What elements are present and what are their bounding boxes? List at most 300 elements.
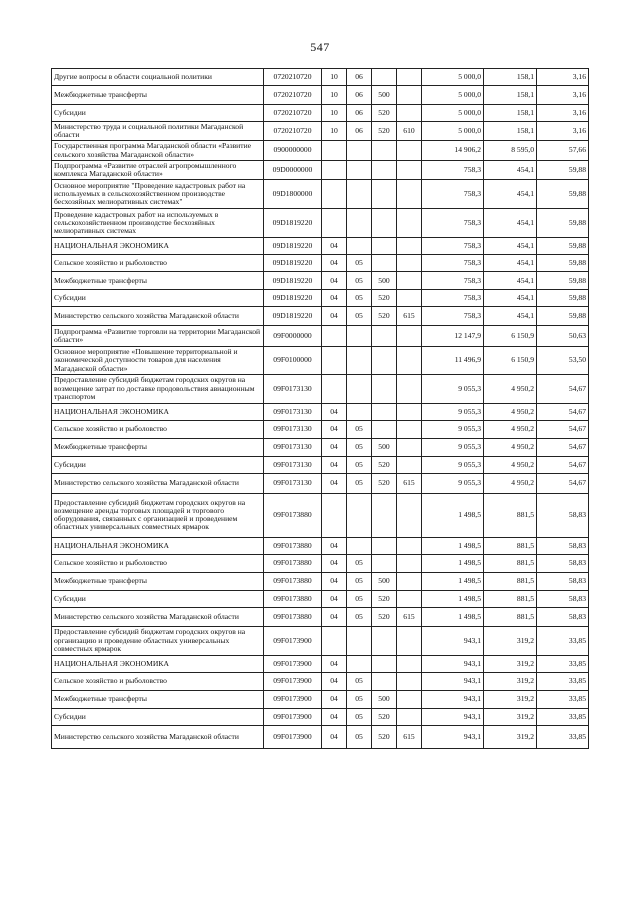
section-cell: 04 bbox=[322, 456, 347, 473]
row-name-cell: Межбюджетные трансферты bbox=[52, 86, 264, 105]
target-article-cell: 09D0000000 bbox=[264, 160, 322, 179]
administrator-cell bbox=[397, 590, 422, 607]
section-cell bbox=[322, 626, 347, 655]
execution-percent-cell: 33,85 bbox=[537, 708, 589, 725]
table-row bbox=[52, 272, 589, 290]
subsection-cell bbox=[347, 403, 372, 420]
subsection-cell: 05 bbox=[347, 572, 372, 590]
execution-percent-cell: 58,83 bbox=[537, 590, 589, 607]
row-name-cell: Межбюджетные трансферты bbox=[52, 690, 264, 708]
section-cell: 04 bbox=[322, 690, 347, 708]
target-article-cell: 09F0173900 bbox=[264, 672, 322, 690]
row-name-cell: Основное мероприятие «Повышение территориальной и экономической доступности товаров для населения Магаданской области» bbox=[52, 347, 264, 375]
subsection-cell: 05 bbox=[347, 554, 372, 572]
administrator-cell bbox=[397, 672, 422, 690]
expense-type-cell: 500 bbox=[372, 438, 397, 456]
planned-amount-cell: 9 055,3 bbox=[422, 438, 484, 456]
subsection-cell bbox=[347, 326, 372, 347]
page-number: 547 bbox=[310, 40, 330, 54]
target-article-cell: 09D1819220 bbox=[264, 255, 322, 272]
target-article-cell: 09F0173130 bbox=[264, 438, 322, 456]
section-cell: 04 bbox=[322, 307, 347, 326]
administrator-cell bbox=[397, 708, 422, 725]
section-cell: 04 bbox=[322, 672, 347, 690]
row-name-cell: Предоставление субсидий бюджетам городских округов на организацию и проведение областных универсальных совместных ярмарок bbox=[52, 626, 264, 655]
target-article-cell: 09D1819220 bbox=[264, 290, 322, 307]
expense-type-cell bbox=[372, 374, 397, 403]
expense-type-cell bbox=[372, 493, 397, 537]
execution-percent-cell: 3,16 bbox=[537, 122, 589, 141]
actual-amount-cell: 4 950,2 bbox=[484, 403, 537, 420]
section-cell: 04 bbox=[322, 272, 347, 290]
actual-amount-cell: 319,2 bbox=[484, 725, 537, 748]
row-name-cell: Основное мероприятие "Проведение кадастровых работ на используемых в сельскохозяйственном производстве бесхозяйных мелиоративных системах" bbox=[52, 180, 264, 209]
target-article-cell: 09F0173900 bbox=[264, 690, 322, 708]
actual-amount-cell: 158,1 bbox=[484, 105, 537, 122]
section-cell: 04 bbox=[322, 420, 347, 438]
row-name-cell: Министерство сельского хозяйства Магаданской области bbox=[52, 607, 264, 626]
subsection-cell: 06 bbox=[347, 69, 372, 86]
actual-amount-cell: 881,5 bbox=[484, 493, 537, 537]
subsection-cell: 05 bbox=[347, 290, 372, 307]
actual-amount-cell: 454,1 bbox=[484, 307, 537, 326]
planned-amount-cell: 9 055,3 bbox=[422, 403, 484, 420]
actual-amount-cell: 4 950,2 bbox=[484, 456, 537, 473]
execution-percent-cell: 59,88 bbox=[537, 160, 589, 179]
subsection-cell: 05 bbox=[347, 607, 372, 626]
section-cell: 04 bbox=[322, 725, 347, 748]
subsection-cell: 06 bbox=[347, 122, 372, 141]
execution-percent-cell: 59,88 bbox=[537, 238, 589, 255]
expense-type-cell: 520 bbox=[372, 122, 397, 141]
administrator-cell bbox=[397, 493, 422, 537]
planned-amount-cell: 943,1 bbox=[422, 690, 484, 708]
execution-percent-cell: 54,67 bbox=[537, 473, 589, 493]
expense-type-cell bbox=[372, 141, 397, 160]
administrator-cell bbox=[397, 238, 422, 255]
administrator-cell bbox=[397, 141, 422, 160]
actual-amount-cell: 454,1 bbox=[484, 272, 537, 290]
execution-percent-cell: 54,67 bbox=[537, 456, 589, 473]
execution-percent-cell: 59,88 bbox=[537, 307, 589, 326]
administrator-cell bbox=[397, 374, 422, 403]
row-name-cell: Субсидии bbox=[52, 290, 264, 307]
section-cell: 10 bbox=[322, 69, 347, 86]
actual-amount-cell: 454,1 bbox=[484, 255, 537, 272]
section-cell: 04 bbox=[322, 537, 347, 554]
execution-percent-cell: 33,85 bbox=[537, 655, 589, 672]
execution-percent-cell: 33,85 bbox=[537, 725, 589, 748]
subsection-cell: 05 bbox=[347, 672, 372, 690]
execution-percent-cell: 59,88 bbox=[537, 272, 589, 290]
actual-amount-cell: 8 595,0 bbox=[484, 141, 537, 160]
administrator-cell bbox=[397, 272, 422, 290]
table-row bbox=[52, 105, 589, 122]
execution-percent-cell: 33,85 bbox=[537, 690, 589, 708]
row-name-cell: Сельское хозяйство и рыболовство bbox=[52, 672, 264, 690]
execution-percent-cell: 3,16 bbox=[537, 105, 589, 122]
row-name-cell: Субсидии bbox=[52, 105, 264, 122]
execution-percent-cell: 54,67 bbox=[537, 420, 589, 438]
administrator-cell bbox=[397, 537, 422, 554]
planned-amount-cell: 14 906,2 bbox=[422, 141, 484, 160]
expense-type-cell: 500 bbox=[372, 272, 397, 290]
execution-percent-cell: 3,16 bbox=[537, 86, 589, 105]
subsection-cell: 05 bbox=[347, 438, 372, 456]
expense-type-cell bbox=[372, 255, 397, 272]
planned-amount-cell: 1 498,5 bbox=[422, 590, 484, 607]
target-article-cell: 09F0173900 bbox=[264, 655, 322, 672]
subsection-cell bbox=[347, 141, 372, 160]
row-name-cell: Межбюджетные трансферты bbox=[52, 572, 264, 590]
table-row bbox=[52, 374, 589, 403]
planned-amount-cell: 758,3 bbox=[422, 307, 484, 326]
administrator-cell bbox=[397, 690, 422, 708]
target-article-cell: 09F0100000 bbox=[264, 347, 322, 375]
target-article-cell: 09D1800000 bbox=[264, 180, 322, 209]
administrator-cell: 615 bbox=[397, 473, 422, 493]
row-name-cell: НАЦИОНАЛЬНАЯ ЭКОНОМИКА bbox=[52, 403, 264, 420]
actual-amount-cell: 319,2 bbox=[484, 672, 537, 690]
planned-amount-cell: 758,3 bbox=[422, 238, 484, 255]
expense-type-cell bbox=[372, 160, 397, 179]
expense-type-cell: 520 bbox=[372, 725, 397, 748]
target-article-cell: 09D1819220 bbox=[264, 209, 322, 238]
target-article-cell: 0900000000 bbox=[264, 141, 322, 160]
subsection-cell: 05 bbox=[347, 473, 372, 493]
subsection-cell bbox=[347, 180, 372, 209]
execution-percent-cell: 50,63 bbox=[537, 326, 589, 347]
execution-percent-cell: 53,50 bbox=[537, 347, 589, 375]
subsection-cell: 05 bbox=[347, 456, 372, 473]
subsection-cell: 05 bbox=[347, 590, 372, 607]
administrator-cell bbox=[397, 655, 422, 672]
row-name-cell: Министерство сельского хозяйства Магаданской области bbox=[52, 307, 264, 326]
subsection-cell: 06 bbox=[347, 86, 372, 105]
section-cell: 04 bbox=[322, 572, 347, 590]
actual-amount-cell: 319,2 bbox=[484, 690, 537, 708]
administrator-cell bbox=[397, 326, 422, 347]
section-cell: 04 bbox=[322, 255, 347, 272]
table-row bbox=[52, 255, 589, 272]
expense-type-cell bbox=[372, 69, 397, 86]
actual-amount-cell: 881,5 bbox=[484, 572, 537, 590]
target-article-cell: 0720210720 bbox=[264, 105, 322, 122]
expense-type-cell: 520 bbox=[372, 590, 397, 607]
execution-percent-cell: 3,16 bbox=[537, 69, 589, 86]
section-cell bbox=[322, 209, 347, 238]
expense-type-cell: 500 bbox=[372, 86, 397, 105]
expense-type-cell bbox=[372, 420, 397, 438]
planned-amount-cell: 943,1 bbox=[422, 655, 484, 672]
execution-percent-cell: 33,85 bbox=[537, 672, 589, 690]
expense-type-cell bbox=[372, 655, 397, 672]
expense-type-cell: 520 bbox=[372, 607, 397, 626]
target-article-cell: 09F0173130 bbox=[264, 403, 322, 420]
row-name-cell: НАЦИОНАЛЬНАЯ ЭКОНОМИКА bbox=[52, 655, 264, 672]
target-article-cell: 09D1819220 bbox=[264, 307, 322, 326]
expense-type-cell: 520 bbox=[372, 708, 397, 725]
expense-type-cell bbox=[372, 347, 397, 375]
administrator-cell bbox=[397, 554, 422, 572]
subsection-cell bbox=[347, 655, 372, 672]
subsection-cell: 05 bbox=[347, 272, 372, 290]
actual-amount-cell: 454,1 bbox=[484, 209, 537, 238]
row-name-cell: НАЦИОНАЛЬНАЯ ЭКОНОМИКА bbox=[52, 238, 264, 255]
target-article-cell: 0720210720 bbox=[264, 86, 322, 105]
administrator-cell bbox=[397, 255, 422, 272]
planned-amount-cell: 12 147,9 bbox=[422, 326, 484, 347]
expense-type-cell bbox=[372, 626, 397, 655]
row-name-cell: Сельское хозяйство и рыболовство bbox=[52, 255, 264, 272]
row-name-cell: Межбюджетные трансферты bbox=[52, 272, 264, 290]
planned-amount-cell: 9 055,3 bbox=[422, 456, 484, 473]
subsection-cell: 06 bbox=[347, 105, 372, 122]
planned-amount-cell: 943,1 bbox=[422, 672, 484, 690]
row-name-cell: Другие вопросы в области социальной политики bbox=[52, 69, 264, 86]
target-article-cell: 09F0173130 bbox=[264, 473, 322, 493]
section-cell bbox=[322, 493, 347, 537]
planned-amount-cell: 1 498,5 bbox=[422, 554, 484, 572]
administrator-cell bbox=[397, 105, 422, 122]
planned-amount-cell: 5 000,0 bbox=[422, 86, 484, 105]
row-name-cell: Предоставление субсидий бюджетам городских округов на возмещение затрат по доставке продовольствия авиационным транспортом bbox=[52, 374, 264, 403]
execution-percent-cell: 33,85 bbox=[537, 626, 589, 655]
planned-amount-cell: 758,3 bbox=[422, 290, 484, 307]
table-row bbox=[52, 708, 589, 725]
section-cell bbox=[322, 141, 347, 160]
section-cell bbox=[322, 347, 347, 375]
execution-percent-cell: 58,83 bbox=[537, 572, 589, 590]
section-cell: 04 bbox=[322, 554, 347, 572]
execution-percent-cell: 58,83 bbox=[537, 554, 589, 572]
administrator-cell bbox=[397, 347, 422, 375]
row-name-cell: Подпрограмма «Развитие отраслей агропромышленного комплекса Магаданской области» bbox=[52, 160, 264, 179]
planned-amount-cell: 1 498,5 bbox=[422, 607, 484, 626]
section-cell: 10 bbox=[322, 86, 347, 105]
subsection-cell bbox=[347, 160, 372, 179]
row-name-cell: Сельское хозяйство и рыболовство bbox=[52, 554, 264, 572]
target-article-cell: 09F0173880 bbox=[264, 554, 322, 572]
expense-type-cell: 520 bbox=[372, 307, 397, 326]
expense-type-cell bbox=[372, 403, 397, 420]
row-name-cell: Министерство сельского хозяйства Магаданской области bbox=[52, 725, 264, 748]
actual-amount-cell: 158,1 bbox=[484, 122, 537, 141]
administrator-cell bbox=[397, 160, 422, 179]
table-row bbox=[52, 326, 589, 347]
target-article-cell: 09F0000000 bbox=[264, 326, 322, 347]
expense-type-cell: 520 bbox=[372, 105, 397, 122]
expense-type-cell: 520 bbox=[372, 456, 397, 473]
execution-percent-cell: 58,83 bbox=[537, 607, 589, 626]
row-name-cell: Подпрограмма «Развитие торговли на территории Магаданской области» bbox=[52, 326, 264, 347]
actual-amount-cell: 319,2 bbox=[484, 626, 537, 655]
actual-amount-cell: 158,1 bbox=[484, 86, 537, 105]
target-article-cell: 09F0173880 bbox=[264, 493, 322, 537]
execution-percent-cell: 54,67 bbox=[537, 403, 589, 420]
expense-type-cell bbox=[372, 537, 397, 554]
table-row bbox=[52, 307, 589, 326]
table-row bbox=[52, 572, 589, 590]
section-cell: 10 bbox=[322, 105, 347, 122]
row-name-cell: Субсидии bbox=[52, 708, 264, 725]
table-row bbox=[52, 438, 589, 456]
subsection-cell bbox=[347, 209, 372, 238]
table-row bbox=[52, 141, 589, 160]
target-article-cell: 09F0173880 bbox=[264, 590, 322, 607]
actual-amount-cell: 4 950,2 bbox=[484, 420, 537, 438]
table-row bbox=[52, 725, 589, 748]
actual-amount-cell: 6 150,9 bbox=[484, 347, 537, 375]
table-row bbox=[52, 420, 589, 438]
expense-type-cell bbox=[372, 672, 397, 690]
execution-percent-cell: 58,83 bbox=[537, 493, 589, 537]
target-article-cell: 0720210720 bbox=[264, 122, 322, 141]
row-name-cell: Межбюджетные трансферты bbox=[52, 438, 264, 456]
administrator-cell bbox=[397, 180, 422, 209]
administrator-cell bbox=[397, 626, 422, 655]
row-name-cell: Государственная программа Магаданской области «Развитие сельского хозяйства Магаданской области» bbox=[52, 141, 264, 160]
table-row bbox=[52, 238, 589, 255]
section-cell: 10 bbox=[322, 122, 347, 141]
actual-amount-cell: 4 950,2 bbox=[484, 438, 537, 456]
target-article-cell: 09F0173900 bbox=[264, 626, 322, 655]
execution-percent-cell: 58,83 bbox=[537, 537, 589, 554]
table-row bbox=[52, 209, 589, 238]
actual-amount-cell: 319,2 bbox=[484, 655, 537, 672]
subsection-cell bbox=[347, 493, 372, 537]
actual-amount-cell: 6 150,9 bbox=[484, 326, 537, 347]
section-cell: 04 bbox=[322, 590, 347, 607]
target-article-cell: 09F0173880 bbox=[264, 537, 322, 554]
table-row bbox=[52, 456, 589, 473]
administrator-cell bbox=[397, 456, 422, 473]
row-name-cell: Предоставление субсидий бюджетам городских округов на возмещение аренды торговых площадей и торгового оборудования, связанных с организацией и проведением областных универсальных совместных ярмарок bbox=[52, 493, 264, 537]
subsection-cell: 05 bbox=[347, 255, 372, 272]
target-article-cell: 09D1819220 bbox=[264, 272, 322, 290]
planned-amount-cell: 943,1 bbox=[422, 626, 484, 655]
planned-amount-cell: 1 498,5 bbox=[422, 537, 484, 554]
table-row bbox=[52, 672, 589, 690]
planned-amount-cell: 9 055,3 bbox=[422, 374, 484, 403]
table-row bbox=[52, 607, 589, 626]
planned-amount-cell: 758,3 bbox=[422, 255, 484, 272]
table-row bbox=[52, 403, 589, 420]
section-cell: 04 bbox=[322, 708, 347, 725]
target-article-cell: 09F0173900 bbox=[264, 708, 322, 725]
planned-amount-cell: 11 496,9 bbox=[422, 347, 484, 375]
actual-amount-cell: 454,1 bbox=[484, 238, 537, 255]
table-row bbox=[52, 473, 589, 493]
target-article-cell: 09F0173880 bbox=[264, 572, 322, 590]
subsection-cell bbox=[347, 347, 372, 375]
administrator-cell: 615 bbox=[397, 607, 422, 626]
expense-type-cell: 520 bbox=[372, 290, 397, 307]
table-row bbox=[52, 347, 589, 375]
planned-amount-cell: 758,3 bbox=[422, 160, 484, 179]
target-article-cell: 0720210720 bbox=[264, 69, 322, 86]
section-cell bbox=[322, 180, 347, 209]
administrator-cell bbox=[397, 69, 422, 86]
planned-amount-cell: 1 498,5 bbox=[422, 493, 484, 537]
actual-amount-cell: 319,2 bbox=[484, 708, 537, 725]
expense-type-cell bbox=[372, 238, 397, 255]
subsection-cell bbox=[347, 626, 372, 655]
actual-amount-cell: 4 950,2 bbox=[484, 374, 537, 403]
planned-amount-cell: 943,1 bbox=[422, 708, 484, 725]
expense-type-cell: 500 bbox=[372, 690, 397, 708]
subsection-cell: 05 bbox=[347, 420, 372, 438]
section-cell: 04 bbox=[322, 403, 347, 420]
actual-amount-cell: 881,5 bbox=[484, 590, 537, 607]
subsection-cell: 05 bbox=[347, 708, 372, 725]
budget-table-body bbox=[52, 69, 589, 749]
execution-percent-cell: 57,66 bbox=[537, 141, 589, 160]
subsection-cell: 05 bbox=[347, 307, 372, 326]
execution-percent-cell: 59,88 bbox=[537, 180, 589, 209]
table-row bbox=[52, 180, 589, 209]
actual-amount-cell: 158,1 bbox=[484, 69, 537, 86]
section-cell: 04 bbox=[322, 238, 347, 255]
administrator-cell: 615 bbox=[397, 307, 422, 326]
planned-amount-cell: 758,3 bbox=[422, 180, 484, 209]
actual-amount-cell: 881,5 bbox=[484, 607, 537, 626]
planned-amount-cell: 5 000,0 bbox=[422, 122, 484, 141]
table-row bbox=[52, 626, 589, 655]
planned-amount-cell: 1 498,5 bbox=[422, 572, 484, 590]
administrator-cell bbox=[397, 209, 422, 238]
table-row bbox=[52, 86, 589, 105]
target-article-cell: 09F0173880 bbox=[264, 607, 322, 626]
section-cell: 04 bbox=[322, 438, 347, 456]
row-name-cell: Министерство труда и социальной политики Магаданской области bbox=[52, 122, 264, 141]
section-cell bbox=[322, 326, 347, 347]
section-cell bbox=[322, 160, 347, 179]
target-article-cell: 09F0173900 bbox=[264, 725, 322, 748]
row-name-cell: Субсидии bbox=[52, 456, 264, 473]
table-row bbox=[52, 554, 589, 572]
actual-amount-cell: 881,5 bbox=[484, 554, 537, 572]
table-row bbox=[52, 590, 589, 607]
row-name-cell: Министерство сельского хозяйства Магаданской области bbox=[52, 473, 264, 493]
expense-type-cell bbox=[372, 180, 397, 209]
table-row bbox=[52, 69, 589, 86]
administrator-cell bbox=[397, 86, 422, 105]
planned-amount-cell: 5 000,0 bbox=[422, 69, 484, 86]
administrator-cell bbox=[397, 438, 422, 456]
table-row bbox=[52, 122, 589, 141]
actual-amount-cell: 4 950,2 bbox=[484, 473, 537, 493]
table-row bbox=[52, 493, 589, 537]
section-cell: 04 bbox=[322, 607, 347, 626]
planned-amount-cell: 758,3 bbox=[422, 272, 484, 290]
subsection-cell bbox=[347, 537, 372, 554]
target-article-cell: 09F0173130 bbox=[264, 420, 322, 438]
execution-percent-cell: 59,88 bbox=[537, 255, 589, 272]
section-cell: 04 bbox=[322, 290, 347, 307]
row-name-cell: Субсидии bbox=[52, 590, 264, 607]
planned-amount-cell: 5 000,0 bbox=[422, 105, 484, 122]
administrator-cell: 610 bbox=[397, 122, 422, 141]
table-row bbox=[52, 655, 589, 672]
table-row bbox=[52, 690, 589, 708]
subsection-cell: 05 bbox=[347, 725, 372, 748]
planned-amount-cell: 9 055,3 bbox=[422, 420, 484, 438]
planned-amount-cell: 758,3 bbox=[422, 209, 484, 238]
planned-amount-cell: 943,1 bbox=[422, 725, 484, 748]
administrator-cell bbox=[397, 572, 422, 590]
actual-amount-cell: 454,1 bbox=[484, 160, 537, 179]
